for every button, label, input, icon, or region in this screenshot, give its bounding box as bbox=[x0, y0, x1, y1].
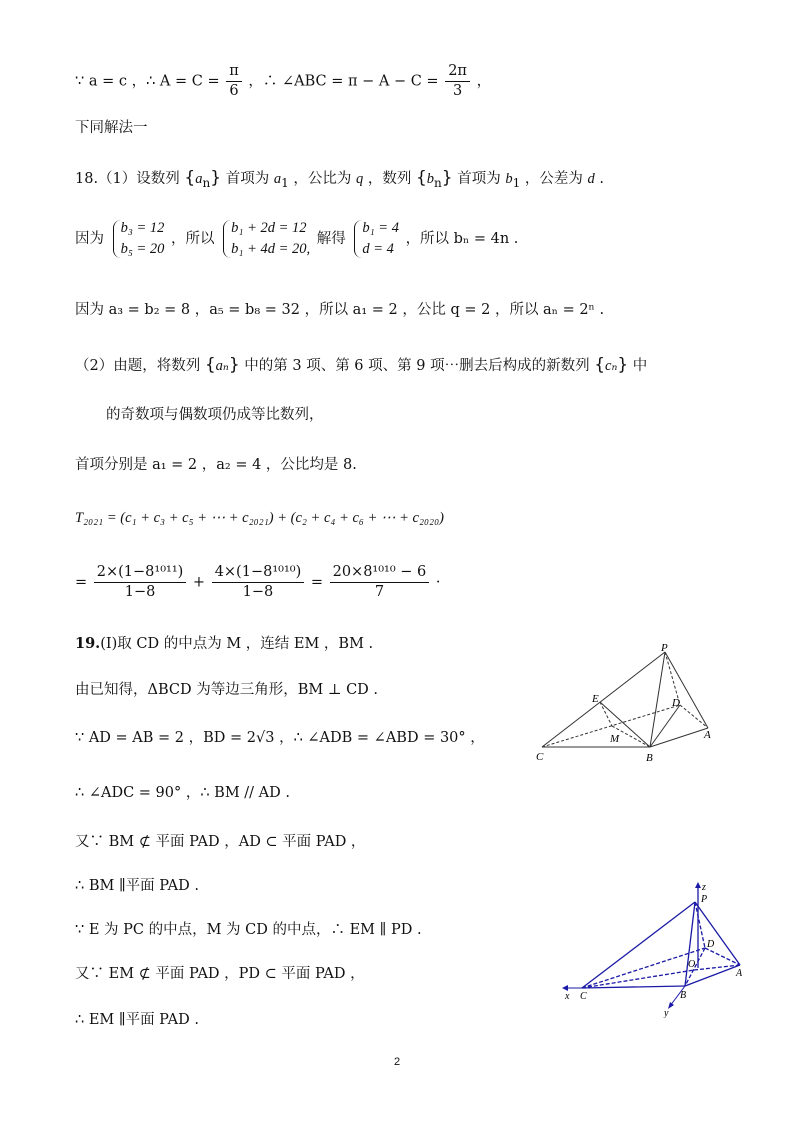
fig1-label-M: M bbox=[610, 733, 620, 745]
problem-number-19: 19. bbox=[75, 635, 101, 652]
fig1-label-E: E bbox=[592, 693, 599, 705]
line-11: 19.(Ⅰ)取 CD 的中点为 M ，连结 EM ，BM . bbox=[75, 635, 374, 652]
fig1-label-C: C bbox=[536, 751, 544, 763]
l1-text-b: ，∴ ∠ABC = π − A − C = bbox=[248, 73, 439, 90]
fig2-label-z: z bbox=[702, 882, 706, 893]
fig1-label-D: D bbox=[672, 697, 680, 709]
fig1-label-P: P bbox=[661, 642, 668, 654]
fig2-label-y: y bbox=[664, 1008, 669, 1018]
fig1-label-A: A bbox=[704, 729, 711, 741]
fraction-3: $\frac{\text{20×8¹⁰¹⁰ − 6}}{7}$ bbox=[330, 563, 430, 602]
fig2-label-x: x bbox=[565, 991, 570, 1002]
line-19: ∴ EM ∥平面 PAD . bbox=[75, 1012, 199, 1028]
line-18: 又∵ EM ⊄ 平面 PAD ，PD ⊂ 平面 PAD ， bbox=[75, 966, 365, 982]
fraction-2: $\frac{\text{4×(1−8¹⁰¹⁰)}}{1-8}$ bbox=[212, 563, 305, 602]
system-2: b₁ + 2d = 12 b₁ + 4d = 20, bbox=[221, 218, 310, 260]
fig2-label-O: O bbox=[688, 959, 696, 970]
line-3: 18.（1）设数列 $\{a_n\}$ 首项为 $a_1$ ，公比为 q ，数列 $\{b_n\}$ 首项为 $b_1$ ，公差为 d . bbox=[75, 168, 604, 190]
figure-1-pyramid bbox=[530, 640, 730, 770]
page-number: 2 bbox=[393, 1056, 401, 1068]
fig2-label-B: B bbox=[680, 990, 687, 1001]
figure-2-coordinate-pyramid bbox=[560, 878, 760, 1018]
line-10: = $\frac{\text{2×(1−8¹⁰¹¹)}}{1-8}$ + $\frac{\text{4×(1−8¹⁰¹⁰)}}{1-8}$ = $\frac{\text{20×8¹⁰¹⁰ − 6}}{7}$ · bbox=[75, 564, 441, 600]
line-1: ∵ a = c ，∴ A = C = $\frac{\pi}{6}$ ，∴ ∠ABC = π − A − C = $\frac{2\pi}{3}$ ， bbox=[75, 63, 492, 99]
fraction-1: $\frac{\text{2×(1−8¹⁰¹¹)}}{1-8}$ bbox=[94, 563, 187, 602]
fig2-label-A: A bbox=[736, 968, 743, 979]
line-17: ∵ E 为 PC 的中点，M 为 CD 的中点，∴ EM ∥ PD . bbox=[75, 922, 422, 938]
fig1-label-B: B bbox=[646, 752, 653, 764]
line-15: 又∵ BM ⊄ 平面 PAD ，AD ⊂ 平面 PAD ， bbox=[75, 834, 366, 850]
fraction-2pi-3: $\frac{2\pi}{3}$ bbox=[445, 62, 470, 101]
line-5: 因为 a₃ = b₂ = 8 ，a₅ = b₈ = 32 ，所以 a₁ = 2 ，公比 q = 2 ，所以 aₙ = 2ⁿ . bbox=[75, 302, 605, 318]
line-12: 由已知得，ΔBCD 为等边三角形，BM ⊥ CD . bbox=[75, 682, 379, 698]
system-3: b₁ = 4 d = 4 bbox=[352, 218, 399, 260]
line-6: （2）由题，将数列 {aₙ} 中的第 3 项、第 6 项、第 9 项⋯删去后构成的新数列 {cₙ} 中 bbox=[75, 355, 648, 375]
l1-text-a: ∵ a = c ，∴ A = C = bbox=[75, 73, 220, 90]
line-14: ∴ ∠ADC = 90° ，∴ BM // AD . bbox=[75, 785, 290, 801]
fig2-label-P: P bbox=[701, 894, 708, 905]
line-2: 下同解法一 bbox=[75, 120, 148, 136]
line-16: ∴ BM ∥平面 PAD . bbox=[75, 878, 199, 894]
line-13: ∵ AD = AB = 2 ，BD = 2√3 ，∴ ∠ADB = ∠ABD = 30° ， bbox=[75, 730, 485, 746]
fig2-label-C: C bbox=[580, 991, 587, 1002]
line-8: 首项分别是 a₁ = 2 ，a₂ = 4 ，公比均是 8. bbox=[75, 457, 357, 473]
fig2-label-D: D bbox=[707, 939, 715, 950]
line-7: 的奇数项与偶数项仍成等比数列， bbox=[106, 407, 324, 423]
fraction-pi-6: $\frac{\pi}{6}$ bbox=[226, 62, 242, 101]
system-1: b₃ = 12 b₅ = 20 bbox=[111, 218, 165, 260]
line-9: T₂₀₂₁ = (c₁ + c₃ + c₅ + ⋯ + c₂₀₂₁) + (c₂ + c₄ + c₆ + ⋯ + c₂₀₂₀) bbox=[75, 510, 444, 526]
line-4: 因为 b₃ = 12 b₅ = 20 ，所以 b₁ + 2d = 12 b₁ + 4d = 20, 解得 b₁ = 4 d = 4 ，所以 bₙ = 4n . bbox=[75, 218, 518, 260]
